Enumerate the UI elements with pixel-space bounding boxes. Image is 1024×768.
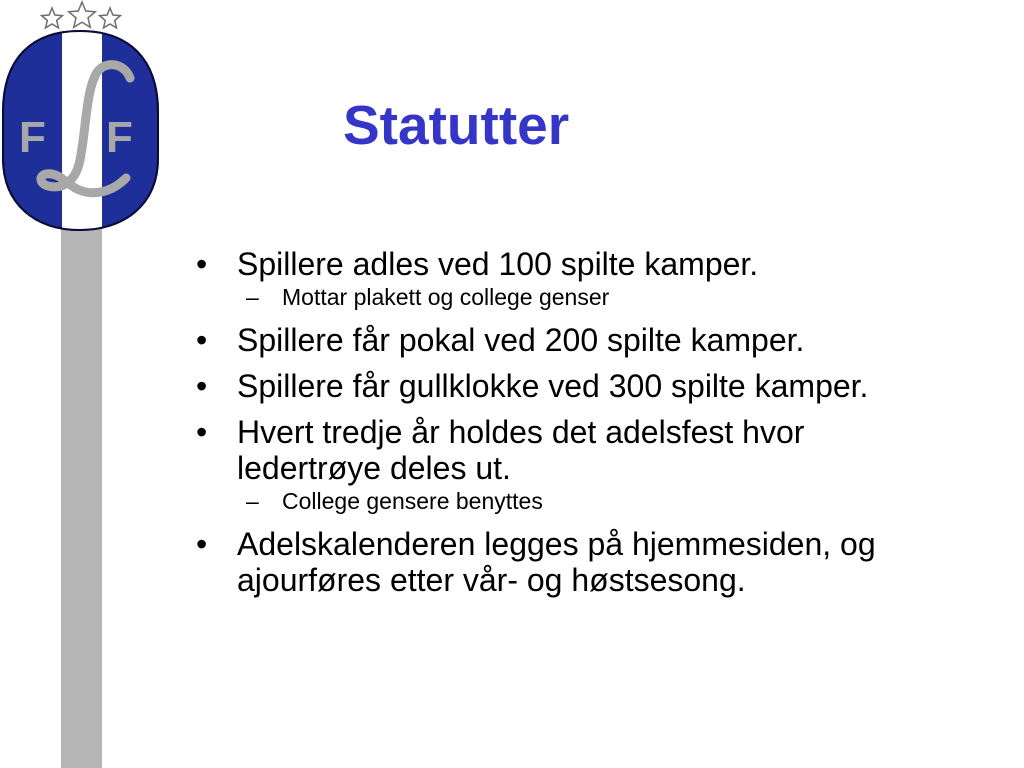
- sub-bullet-item: [196, 488, 956, 514]
- star-icon: [100, 8, 121, 28]
- slide-title: Statutter: [343, 94, 570, 156]
- bullet-marker: •: [196, 322, 208, 358]
- bullet-item: [196, 414, 956, 486]
- bullet-text: Hvert tredje år holdes det adelsfest hvor ledertrøye deles ut.: [237, 414, 805, 486]
- bullet-item: [196, 526, 956, 598]
- bullet-marker: •: [196, 368, 208, 404]
- sub-bullet-marker: –: [246, 488, 259, 514]
- bullet-list: [196, 246, 956, 608]
- bullet-text: Spillere får pokal ved 200 spilte kamper.: [237, 322, 805, 358]
- sub-bullet-marker: –: [246, 284, 259, 310]
- bullet-marker: •: [196, 414, 208, 450]
- bullet-item: [196, 368, 956, 404]
- logo-letter-right: F: [106, 113, 133, 162]
- bullet-text: Spillere får gullklokke ved 300 spilte kamper.: [237, 368, 869, 404]
- logo-pole: [61, 210, 102, 768]
- club-logo: [0, 0, 170, 240]
- bullet-text: Spillere adles ved 100 spilte kamper.: [237, 246, 759, 282]
- sub-bullet-item: [196, 284, 956, 310]
- bullet-marker: •: [196, 246, 208, 282]
- bullet-marker: •: [196, 526, 208, 562]
- bullet-item: [196, 322, 956, 358]
- logo-letter-left: F: [19, 113, 46, 162]
- stars: [42, 2, 121, 28]
- bullet-text: Adelskalenderen legges på hjemmesiden, og ajourføres etter vår- og høstsesong.: [237, 526, 876, 598]
- star-icon: [42, 8, 63, 28]
- sub-bullet-text: College gensere benyttes: [282, 488, 543, 514]
- star-icon: [69, 2, 96, 27]
- shield: [3, 28, 158, 238]
- bullet-item: [196, 246, 956, 282]
- sub-bullet-text: Mottar plakett og college genser: [282, 284, 610, 310]
